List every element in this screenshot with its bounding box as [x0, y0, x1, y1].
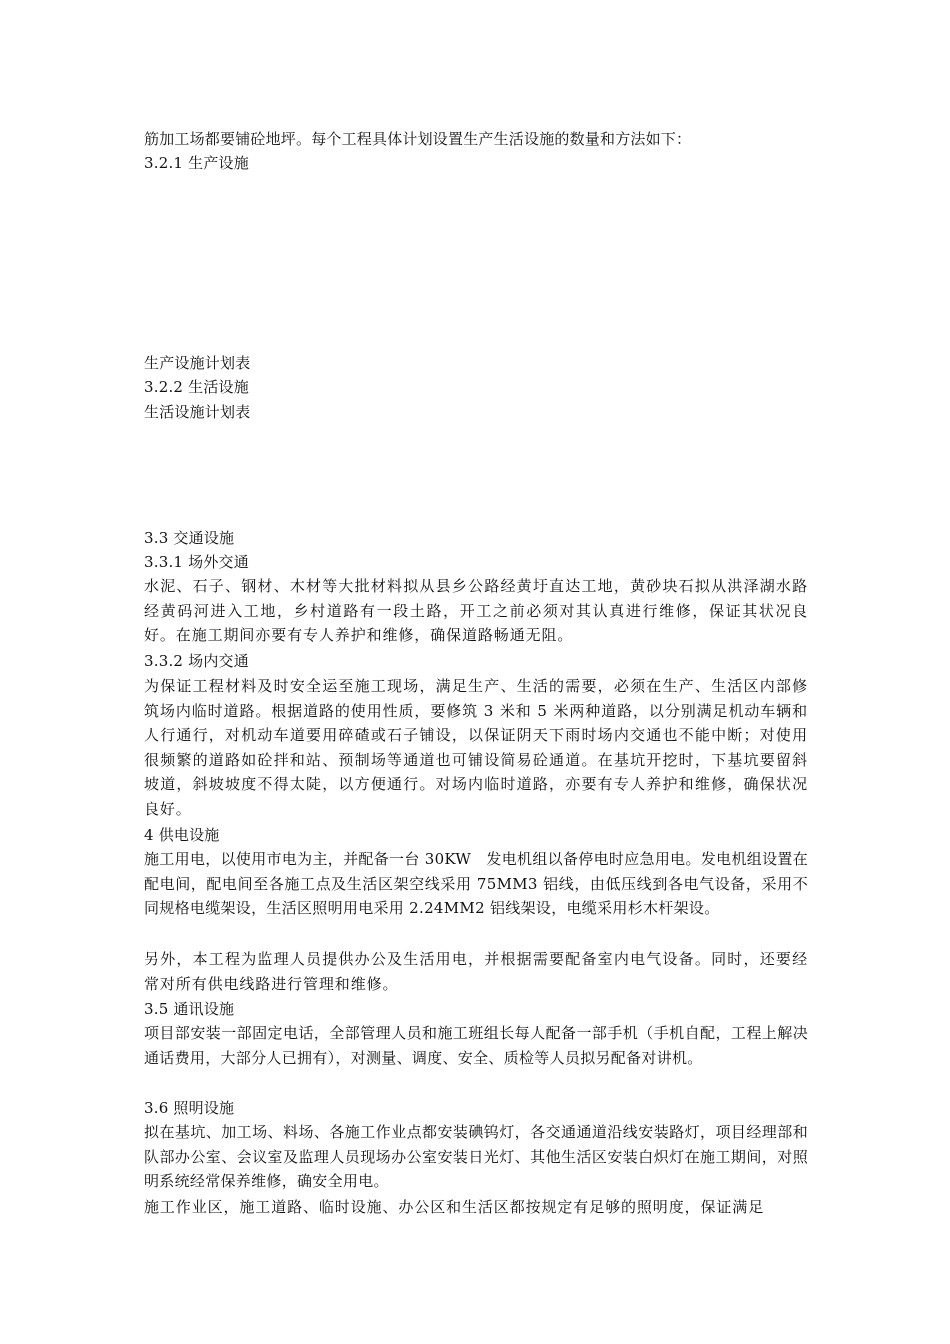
living-facilities-table-caption: 生活设施计划表 — [144, 403, 251, 421]
heading-3-2-2: 3.2.2 生活设施 — [144, 378, 249, 396]
heading-3-2-1: 3.2.1 生产设施 — [144, 154, 249, 172]
heading-4: 4 供电设施 — [144, 826, 220, 844]
paragraph-lighting: 拟在基坑、加工场、料场、各施工作业点都安装碘钨灯，各交通通道沿线安装路灯，项目经理部和队部办公室、会议室及监理人员现场办公室安装日光灯、其他生活区安装白炽灯在施工期间，对照明系统经常保养维修，确安全用电。 — [144, 1123, 808, 1191]
heading-3-5: 3.5 通讯设施 — [144, 1000, 235, 1018]
intro-line: 筋加工场都要铺砼地坪。每个工程具体计划设置生产生活设施的数量和方法如下： — [144, 130, 692, 148]
heading-3-3: 3.3 交通设施 — [144, 529, 235, 547]
production-facilities-table-caption: 生产设施计划表 — [144, 354, 251, 372]
paragraph-offsite-traffic: 水泥、石子、钢材、木材等大批材料拟从县乡公路经黄圩直达工地，黄砂块石拟从洪泽湖水路经黄码河进入工地，乡村道路有一段土路，开工之前必须对其认真进行维修，保证其状况良好。在施工期间亦要有专人养护和维修，确保道路畅通无阻。 — [144, 577, 808, 645]
paragraph-power-supply: 施工用电，以使用市电为主，并配备一台 30KW 发电机组以备停电时应急用电。发电机组设置在配电间，配电间至各施工点及生活区架空线采用 75MM3 铝线，由低压线到各电气设备，采用不同规格电缆架设，生活区照明用电采用 2.24MM2 铝线架设，电缆采用杉木杆架设。 — [144, 850, 808, 918]
paragraph-power-supply-additional: 另外，本工程为监理人员提供办公及生活用电，并根据需要配备室内电气设备。同时，还要经常对所有供电线路进行管理和维修。 — [144, 950, 808, 993]
heading-3-3-1: 3.3.1 场外交通 — [144, 553, 249, 571]
heading-3-3-2: 3.3.2 场内交通 — [144, 652, 249, 670]
paragraph-communications: 项目部安装一部固定电话，全部管理人员和施工班组长每人配备一部手机（手机自配，工程上解决通话费用，大部分人已拥有），对测量、调度、安全、质检等人员拟另配备对讲机。 — [144, 1024, 808, 1067]
paragraph-onsite-traffic: 为保证工程材料及时安全运至施工现场，满足生产、生活的需要，必须在生产、生活区内部修筑场内临时道路。根据道路的使用性质，要修筑 3 米和 5 米两种道路，以分别满足机动车辆和人行通行，对机动车道要用碎碴或石子铺设，以保证阴天下雨时场内交通也不能中断；对使用很频繁的道路如砼拌和站、预制场等通道也可铺设简易砼通道。在基坑开挖时，下基坑要留斜坡道，斜坡坡度不得太陡，以方便通行。对场内临时道路，亦要有专人养护和维修，确保状况良好。 — [144, 677, 808, 818]
heading-3-6: 3.6 照明设施 — [144, 1099, 235, 1117]
paragraph-lighting-continued: 施工作业区，施工道路、临时设施、办公区和生活区都按规定有足够的照明度，保证满足 — [144, 1198, 765, 1216]
